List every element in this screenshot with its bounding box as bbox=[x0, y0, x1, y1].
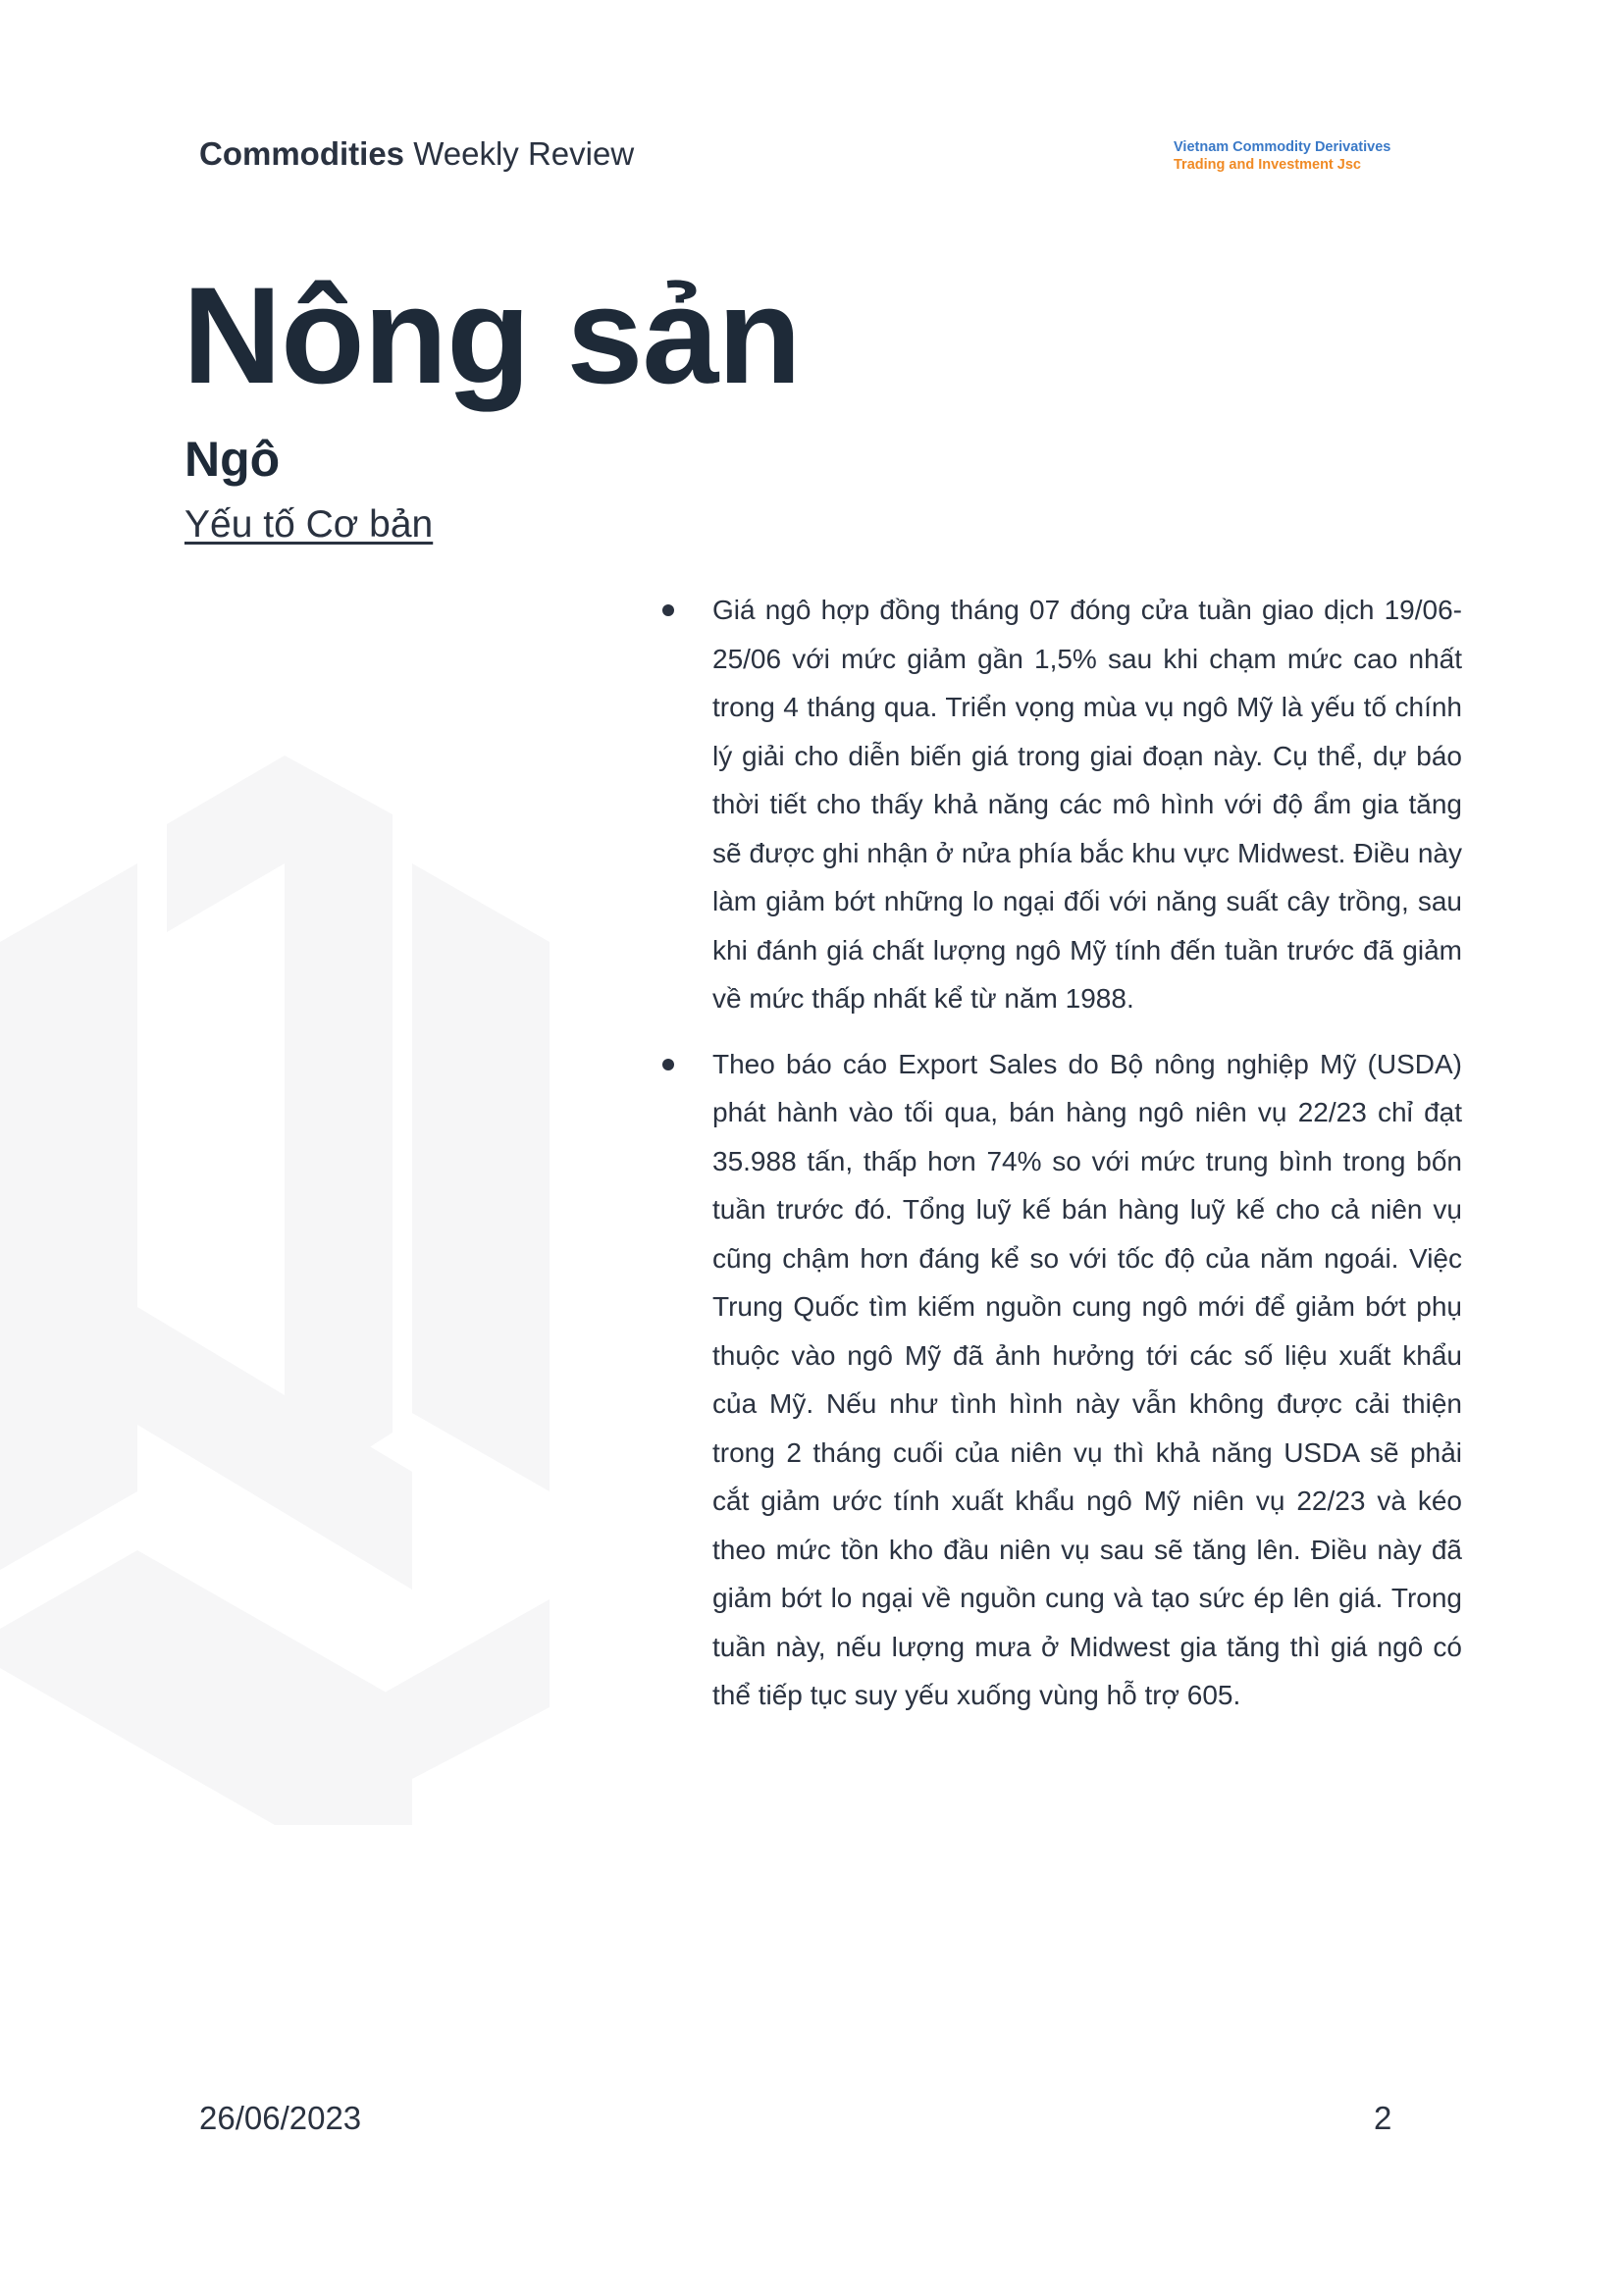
bullet-dot-icon bbox=[662, 1059, 674, 1070]
report-title-bold: Commodities bbox=[199, 135, 405, 172]
company-logo bbox=[1174, 138, 1390, 174]
bullet-dot-icon bbox=[662, 604, 674, 616]
section-title: Nông sản bbox=[183, 258, 801, 412]
report-title bbox=[199, 135, 634, 173]
subheading-fundamentals: Yếu tố Cơ bản bbox=[184, 503, 434, 546]
analysis-bullet-list bbox=[657, 586, 1462, 1737]
page-number: 2 bbox=[1374, 2100, 1392, 2136]
bullet-item bbox=[657, 1040, 1462, 1720]
company-logo-line1: Vietnam Commodity Derivatives bbox=[1174, 139, 1391, 155]
watermark-logo bbox=[0, 746, 746, 1825]
company-logo-line2: Trading and Investment Jsc bbox=[1174, 157, 1361, 173]
bullet-item bbox=[657, 586, 1462, 1023]
footer-date: 26/06/2023 bbox=[199, 2100, 362, 2136]
bullet-text: Giá ngô hợp đồng tháng 07 đóng cửa tuần giao dịch 19/06-25/06 với mức giảm gần 1,5% sau khi chạm mức cao nhất trong 4 tháng qua. Triển vọng mùa vụ ngô Mỹ là yếu tố chính lý giải cho diễn biến giá trong giai đoạn này. Cụ thể, dự báo thời tiết cho thấy khả năng các mô hình với độ ẩm gia tăng sẽ được ghi nhận ở nửa phía bắc khu vực Midwest. Điều này làm giảm bớt những lo ngại đối với năng suất cây trồng, sau khi đánh giá chất lượng ngô Mỹ tính đến tuần trước đã giảm về mức thấp nhất kể từ năm 1988. bbox=[712, 595, 1462, 1014]
report-title-rest: Weekly Review bbox=[404, 135, 635, 172]
commodity-subtitle: Ngô bbox=[184, 432, 281, 487]
bullet-text: Theo báo cáo Export Sales do Bộ nông nghiệp Mỹ (USDA) phát hành vào tối qua, bán hàng ngô niên vụ 22/23 chỉ đạt 35.988 tấn, thấp hơn 74% so với mức trung bình trong bốn tuần trước đó. Tổng luỹ kế bán hàng luỹ kế cho cả niên vụ cũng chậm hơn đáng kể so với tốc độ của năm ngoái. Việc Trung Quốc tìm kiếm nguồn cung ngô mới để giảm bớt phụ thuộc vào ngô Mỹ đã ảnh hưởng tới các số liệu xuất khẩu của Mỹ. Nếu như tình hình này vẫn không được cải thiện trong 2 tháng cuối của niên vụ thì khả năng USDA sẽ phải cắt giảm ước tính xuất khẩu ngô Mỹ niên vụ 22/23 và kéo theo mức tồn kho đầu niên vụ sau sẽ tăng lên. Điều này đã giảm bớt lo ngại về nguồn cung và tạo sức ép lên giá. Trong tuần này, nếu lượng mưa ở Midwest gia tăng thì giá ngô có thể tiếp tục suy yếu xuống vùng hỗ trợ 605. bbox=[712, 1048, 1462, 1710]
